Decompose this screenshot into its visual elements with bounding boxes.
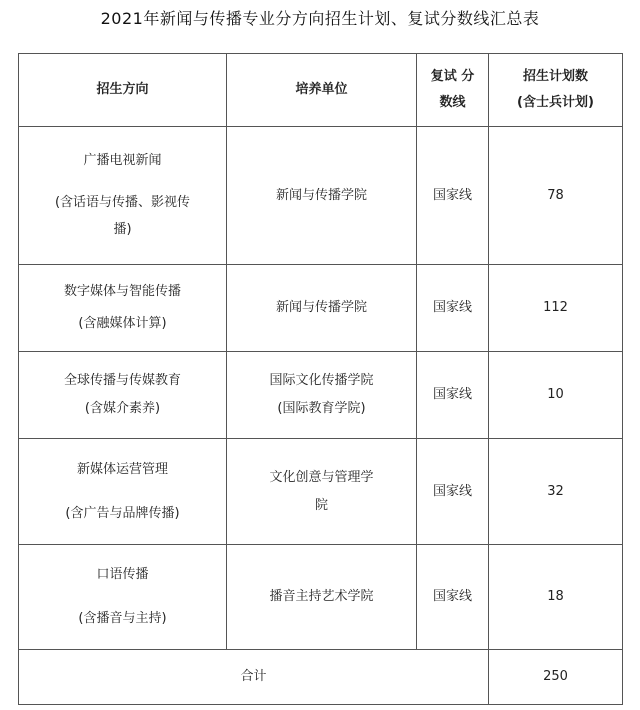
header-score-line-2: 数线 — [439, 95, 466, 110]
header-score-line — [417, 54, 489, 127]
table-title: 2021年新闻与传播专业分方向招生计划、复试分数线汇总表 — [100, 9, 540, 28]
direction-note: (含播音与主持) — [78, 611, 167, 626]
direction-cell — [19, 265, 227, 352]
direction-cell — [19, 545, 227, 650]
unit-note: 院 — [314, 497, 328, 513]
header-unit: 培养单位 — [227, 54, 417, 127]
header-direction: 招生方向 — [19, 54, 227, 127]
quota-cell: 18 — [489, 545, 623, 650]
direction-name: 口语传播 — [96, 567, 149, 583]
unit-name: 国际文化传播学院 — [269, 373, 374, 389]
direction-name: 全球传播与传媒教育 — [63, 373, 181, 389]
direction-cell — [19, 127, 227, 265]
score-cell: 国家线 — [417, 127, 489, 265]
table-row — [19, 265, 623, 352]
admission-table — [18, 53, 623, 705]
quota-cell: 10 — [489, 352, 623, 439]
score-cell: 国家线 — [417, 439, 489, 545]
header-quota-line-1: 招生计划数 — [522, 69, 588, 85]
header-row — [19, 54, 623, 127]
quota-cell: 112 — [489, 265, 623, 352]
unit-cell: 新闻与传播学院 — [227, 265, 417, 352]
quota-cell: 78 — [489, 127, 623, 265]
direction-name: 数字媒体与智能传播 — [63, 284, 181, 300]
direction-name: 新媒体运营管理 — [76, 461, 168, 477]
header-quota — [489, 54, 623, 127]
unit-cell — [227, 439, 417, 545]
direction-note: (含融媒体计算) — [78, 316, 167, 331]
direction-name: 广播电视新闻 — [83, 153, 162, 169]
score-cell: 国家线 — [417, 545, 489, 650]
unit-cell: 播音主持艺术学院 — [227, 545, 417, 650]
unit-note: (国际教育学院) — [277, 401, 366, 416]
table-row — [19, 545, 623, 650]
header-score-line-1: 复试 分 — [430, 69, 475, 85]
header-quota-line-2: (含士兵计划) — [517, 95, 594, 110]
total-value: 250 — [489, 650, 623, 705]
unit-name: 文化创意与管理学 — [269, 469, 374, 485]
direction-note: (含媒介素养) — [84, 401, 161, 416]
table-row — [19, 127, 623, 265]
unit-cell — [227, 352, 417, 439]
direction-note-cont: 播) — [113, 222, 132, 238]
direction-cell — [19, 439, 227, 545]
unit-cell: 新闻与传播学院 — [227, 127, 417, 265]
direction-note: (含话语与传播、影视传 — [54, 194, 191, 210]
score-cell: 国家线 — [417, 352, 489, 439]
score-cell: 国家线 — [417, 265, 489, 352]
table-row — [19, 439, 623, 545]
direction-cell — [19, 352, 227, 439]
total-label: 合计 — [19, 650, 489, 705]
direction-note: (含广告与品牌传播) — [65, 505, 180, 521]
quota-cell: 32 — [489, 439, 623, 545]
table-row — [19, 352, 623, 439]
total-row — [19, 650, 623, 705]
